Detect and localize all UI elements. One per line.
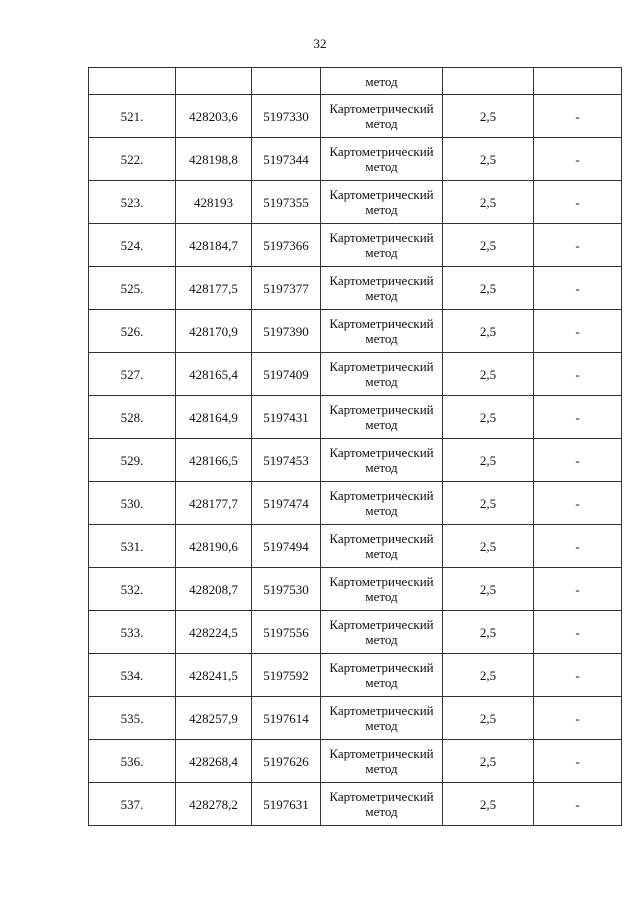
table-row [89, 697, 622, 740]
table-row [89, 396, 622, 439]
cell-accuracy: 2,5 [443, 353, 534, 396]
cell-accuracy: 2,5 [443, 267, 534, 310]
cell-note: - [534, 568, 622, 611]
cell-point-number: 535. [89, 697, 176, 740]
method-line-2: метод [365, 374, 398, 389]
method-line-2: метод [365, 460, 398, 475]
table-row [89, 482, 622, 525]
cell-point-number: 526. [89, 310, 176, 353]
cell-accuracy: 2,5 [443, 224, 534, 267]
cell-y-coordinate: 5197556 [252, 611, 321, 654]
cell-point-number: 521. [89, 95, 176, 138]
cell-y-coordinate: 5197626 [252, 740, 321, 783]
cell-point-number: 530. [89, 482, 176, 525]
method-line-1: Картометрический [329, 359, 434, 374]
cell-method [321, 353, 443, 396]
table-row [89, 439, 622, 482]
cell-x-coordinate: 428268,4 [176, 740, 252, 783]
method-line-2: метод [365, 159, 398, 174]
cell-note: - [534, 267, 622, 310]
cell-x-coordinate: 428257,9 [176, 697, 252, 740]
method-line-1: Картометрический [329, 574, 434, 589]
cell-x-coordinate: 428184,7 [176, 224, 252, 267]
method-line-1: Картометрический [329, 660, 434, 675]
cell-x-coordinate: 428241,5 [176, 654, 252, 697]
cell-accuracy: 2,5 [443, 138, 534, 181]
method-line-1: Картометрический [329, 101, 434, 116]
cell-accuracy: 2,5 [443, 654, 534, 697]
coordinates-table-body [89, 68, 622, 826]
cell-point-number [89, 68, 176, 95]
cell-point-number: 532. [89, 568, 176, 611]
method-line-1: Картометрический [329, 703, 434, 718]
method-line-2: метод [365, 417, 398, 432]
table-row [89, 783, 622, 826]
cell-point-number: 522. [89, 138, 176, 181]
method-line-2: метод [365, 331, 398, 346]
table-row [89, 740, 622, 783]
cell-y-coordinate: 5197474 [252, 482, 321, 525]
method-line-2: метод [365, 761, 398, 776]
cell-accuracy: 2,5 [443, 697, 534, 740]
continuation-row [89, 68, 622, 95]
cell-accuracy: 2,5 [443, 525, 534, 568]
cell-x-coordinate: 428177,5 [176, 267, 252, 310]
cell-x-coordinate: 428208,7 [176, 568, 252, 611]
cell-method [321, 138, 443, 181]
table-row [89, 181, 622, 224]
cell-accuracy: 2,5 [443, 740, 534, 783]
cell-accuracy: 2,5 [443, 310, 534, 353]
cell-method [321, 654, 443, 697]
cell-method [321, 181, 443, 224]
cell-method [321, 482, 443, 525]
cell-x-coordinate: 428193 [176, 181, 252, 224]
cell-y-coordinate: 5197530 [252, 568, 321, 611]
method-line-1: Картометрический [329, 746, 434, 761]
cell-note: - [534, 353, 622, 396]
cell-accuracy: 2,5 [443, 181, 534, 224]
cell-y-coordinate: 5197592 [252, 654, 321, 697]
cell-y-coordinate: 5197453 [252, 439, 321, 482]
cell-note: - [534, 224, 622, 267]
cell-point-number: 524. [89, 224, 176, 267]
method-line-1: Картометрический [329, 230, 434, 245]
method-line-1: Картометрический [329, 531, 434, 546]
table-row [89, 267, 622, 310]
page-number: 32 [313, 36, 327, 51]
cell-point-number: 527. [89, 353, 176, 396]
method-line-1: Картометрический [329, 789, 434, 804]
cell-point-number: 528. [89, 396, 176, 439]
cell-y-coordinate [252, 68, 321, 95]
cell-method [321, 740, 443, 783]
cell-accuracy: 2,5 [443, 611, 534, 654]
cell-y-coordinate: 5197631 [252, 783, 321, 826]
cell-note: - [534, 439, 622, 482]
method-line-1: Картометрический [329, 402, 434, 417]
cell-x-coordinate: 428165,4 [176, 353, 252, 396]
cell-method [321, 224, 443, 267]
cell-y-coordinate: 5197366 [252, 224, 321, 267]
cell-y-coordinate: 5197330 [252, 95, 321, 138]
cell-x-coordinate: 428224,5 [176, 611, 252, 654]
table-row [89, 611, 622, 654]
cell-y-coordinate: 5197409 [252, 353, 321, 396]
cell-method [321, 611, 443, 654]
method-line-2: метод [365, 546, 398, 561]
cell-point-number: 534. [89, 654, 176, 697]
cell-point-number: 536. [89, 740, 176, 783]
cell-point-number: 525. [89, 267, 176, 310]
cell-x-coordinate: 428164,9 [176, 396, 252, 439]
cell-point-number: 531. [89, 525, 176, 568]
method-line-2: метод [365, 632, 398, 647]
cell-y-coordinate: 5197355 [252, 181, 321, 224]
cell-method [321, 568, 443, 611]
cell-y-coordinate: 5197390 [252, 310, 321, 353]
method-line-2: метод [365, 503, 398, 518]
method-line-2: метод [365, 245, 398, 260]
method-line-1: Картометрический [329, 273, 434, 288]
cell-method [321, 396, 443, 439]
cell-x-coordinate: 428190,6 [176, 525, 252, 568]
cell-method [321, 439, 443, 482]
table-row [89, 138, 622, 181]
table-row [89, 353, 622, 396]
cell-note: - [534, 181, 622, 224]
cell-x-coordinate: 428166,5 [176, 439, 252, 482]
cell-method [321, 697, 443, 740]
cell-method [321, 310, 443, 353]
cell-note: - [534, 654, 622, 697]
cell-method [321, 95, 443, 138]
cell-note: - [534, 525, 622, 568]
cell-x-coordinate [176, 68, 252, 95]
cell-note: - [534, 740, 622, 783]
cell-accuracy [443, 68, 534, 95]
cell-accuracy: 2,5 [443, 439, 534, 482]
cell-y-coordinate: 5197377 [252, 267, 321, 310]
cell-method [321, 783, 443, 826]
cell-method [321, 525, 443, 568]
table-row [89, 310, 622, 353]
cell-x-coordinate: 428198,8 [176, 138, 252, 181]
cell-accuracy: 2,5 [443, 783, 534, 826]
table-row [89, 224, 622, 267]
cell-point-number: 529. [89, 439, 176, 482]
cell-y-coordinate: 5197614 [252, 697, 321, 740]
method-line-2: метод [365, 718, 398, 733]
cell-note: - [534, 396, 622, 439]
cell-note: - [534, 138, 622, 181]
cell-accuracy: 2,5 [443, 568, 534, 611]
table-row [89, 95, 622, 138]
cell-accuracy: 2,5 [443, 95, 534, 138]
cell-point-number: 533. [89, 611, 176, 654]
method-line-1: Картометрический [329, 617, 434, 632]
method-line-2: метод [365, 116, 398, 131]
method-line-2: метод [365, 589, 398, 604]
method-line-1: Картометрический [329, 316, 434, 331]
table-row [89, 568, 622, 611]
method-line-2: метод [365, 202, 398, 217]
cell-note: - [534, 783, 622, 826]
coordinates-table [88, 67, 622, 826]
cell-point-number: 523. [89, 181, 176, 224]
cell-note: - [534, 482, 622, 525]
cell-note: - [534, 95, 622, 138]
cell-x-coordinate: 428177,7 [176, 482, 252, 525]
method-line-2: метод [365, 675, 398, 690]
method-line-1: Картометрический [329, 187, 434, 202]
cell-note [534, 68, 622, 95]
cell-method [321, 267, 443, 310]
cell-note: - [534, 611, 622, 654]
table-row [89, 654, 622, 697]
method-line-2: метод [365, 804, 398, 819]
method-line-1: Картометрический [329, 488, 434, 503]
cell-note: - [534, 310, 622, 353]
cell-y-coordinate: 5197494 [252, 525, 321, 568]
cell-y-coordinate: 5197431 [252, 396, 321, 439]
cell-method: метод [321, 68, 443, 95]
cell-x-coordinate: 428203,6 [176, 95, 252, 138]
table-row [89, 525, 622, 568]
cell-accuracy: 2,5 [443, 396, 534, 439]
cell-y-coordinate: 5197344 [252, 138, 321, 181]
method-line-2: метод [365, 288, 398, 303]
cell-point-number: 537. [89, 783, 176, 826]
method-line-1: Картометрический [329, 144, 434, 159]
method-line-1: Картометрический [329, 445, 434, 460]
cell-note: - [534, 697, 622, 740]
cell-accuracy: 2,5 [443, 482, 534, 525]
cell-x-coordinate: 428278,2 [176, 783, 252, 826]
cell-x-coordinate: 428170,9 [176, 310, 252, 353]
